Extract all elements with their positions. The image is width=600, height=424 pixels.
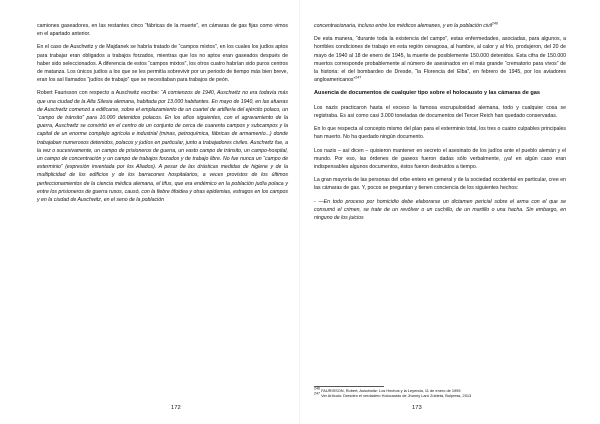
right-paragraph-6: La gran mayoría de las personas del orbe entero en general y de la sociedad occidental en particular, cree en las cámaras de gas. Y, pocos se preguntan y tienen conciencia de los siguientes hechos: — [314, 177, 566, 192]
bullet-item — [314, 198, 566, 223]
left-paragraph-2: En el caso de Auschwitz y de Majdanek se habría tratado de “campos mixtos”, en los cuales los judíos aptos para trabajar eran obligados a trabajos forzados, mientras que los no aptos eran gaseados después de haber sido seleccionados. A diferencia de estos “campos mixtos”, los otros cuatro habrían sido puros centros de matanza. Los únicos judíos a los que se les permitía sobrevivir por un periodo de tiempo más bien breve, eran los así llamados “judíos de trabajo” que se necesitaban para trabajos de peón. — [37, 44, 288, 84]
right-paragraph-5: Los nazis – así dicen – quisieron mantener en secreto el asesinato de los judíos ante el pueblo alemán y el mundo. Por eso, las órdenes de gaseos fueron dadas sólo verbalmente, ¡ya! en algún caso eran indispensables algunos documentos, éstos fueron destruidos a tiempo. — [314, 147, 566, 171]
left-paragraph-1: camiones gaseadores, en las restantes cinco “fábricas de la muerte”, en cámaras de gas fijas como vimos en el apartado anterior. — [37, 23, 288, 38]
footnote-ref-246: 246 — [491, 21, 498, 26]
left-paragraph-3 — [37, 89, 288, 204]
footnote-marker: 246 — [314, 386, 320, 391]
right-paragraph-1 — [314, 22, 566, 30]
footnote-divider — [314, 386, 384, 387]
footnote-marker: 247 — [314, 392, 320, 397]
right-paragraph-4: En lo que respecta al concepto mismo del plan para el exterminio total, los tres o cuatro culpables principales han muerto. No ha quedado ningún documento. — [314, 126, 566, 141]
right-paragraph-3: Los nazis practicaron hasta el exceso la famosa escrupulosidad alemana, todo y cualquier cosa se registraba. Es así como casi 3.000 toneladas de documentos del Tercer Reich han quedado conservadas. — [314, 104, 566, 120]
right-page — [300, 0, 600, 424]
footnotes — [314, 386, 566, 399]
page-number: 172 — [171, 405, 181, 411]
section-heading: Ausencia de documentos de cualquier tipo sobre el holocausto y las cámaras de gas — [314, 90, 540, 97]
bullet-marker: - — [314, 198, 316, 205]
footnote-247 — [314, 393, 566, 398]
footnote-text: FAURISSON, Robert, Auschwitz: Los Hechos y la Leyenda, 11 de enero de 1995 — [321, 388, 461, 393]
dresden-text: De esta manera, “durante toda la existencia del campo”, estas enfermedades, asociadas, para algunos, a horribles condiciones de trabajo en esta región cenagosa, al hambre, al calor y al frío, produjeron, del 20 de mayo de 1940 al 18 de enero de 1945, la muerte de posiblemente 150.000 detenidos. Esta cifra de 150.000 muertos corresponde probablemente al número de asesinados en el más grande “crematorio para vivos” de la historia: el del bombardeo de Dresde, “la Florencia del Elba”, en febrero de 1945, por los aviadores angloamericanos” — [314, 36, 566, 84]
quote-attribution: Robert Faurisson con respecto a Auschwitz escribe: — [37, 90, 160, 97]
footnote-text: Ver Artículo: Dresden el verdadero Holocausto de Jhonny Laró Zubieta, Bolpress, 2013 — [321, 393, 472, 399]
intro-text: concentracionaria, incluso entre los médicos alemanes, y en la población civil — [314, 23, 492, 29]
page-number: 173 — [412, 405, 422, 411]
bullet-text: —En todo proceso por homicidio debe elaborarse un dictamen pericial sobre el arma con el que se consumó el crimen, se trate de un revólver o un cuchillo, de un martillo o una hacha. Sin embargo, en ninguno de los juicios — [314, 198, 566, 222]
footnote-ref-247: 247 — [355, 75, 362, 80]
faurisson-quote: “A comienzos de 1940, Auschwitz no era todavía más que una ciudad de la Alta Silesia alemana, habitada por 13.000 habitantes. En mayo de 1940, en las afueras de Auschwitz comenzó a edificarse, sobre el emplazamiento de un cuartel de artillería del ejército polaco, un “campo de tránsito” para 10.000 detenidos polacos. En los años siguientes, con el agravamiento de la guerra, Auschwitz se convirtió en el centro de un conjunto de cerca de cuarenta campos y subcampos y la capital de un enorme complejo agrícola e industrial (minas, petroquímica, fábricas de armamento...) donde trabajaban numerosos detenidos, polacos y judíos en particular, junto a trabajadores civiles. Auschwitz fue, a la vez o sucesivamente, un campo de prisioneros de guerra, un vasto campo de tránsito, un campo-hospital, un campo de concentración y un campo de trabajos forzados y de trabajo libre. No fue nunca un “campo de exterminio” (expresión inventada por los Aliados). A pesar de las drásticas medidas de higiene y de la multiplicidad de los edificios y de los barracones hospitalarios, a veces provistos de los últimos perfeccionamientos de la ciencia médica alemana, el tifus, que era endémico en la población judía polaca y entre los prisioneros de guerra rusos, causó, con la fiebre tifoidea y otras epidemias, estragos en los campos y en la ciudad de Auschwitz, en el seno de la población — [37, 90, 288, 204]
right-paragraph-2 — [314, 35, 566, 84]
